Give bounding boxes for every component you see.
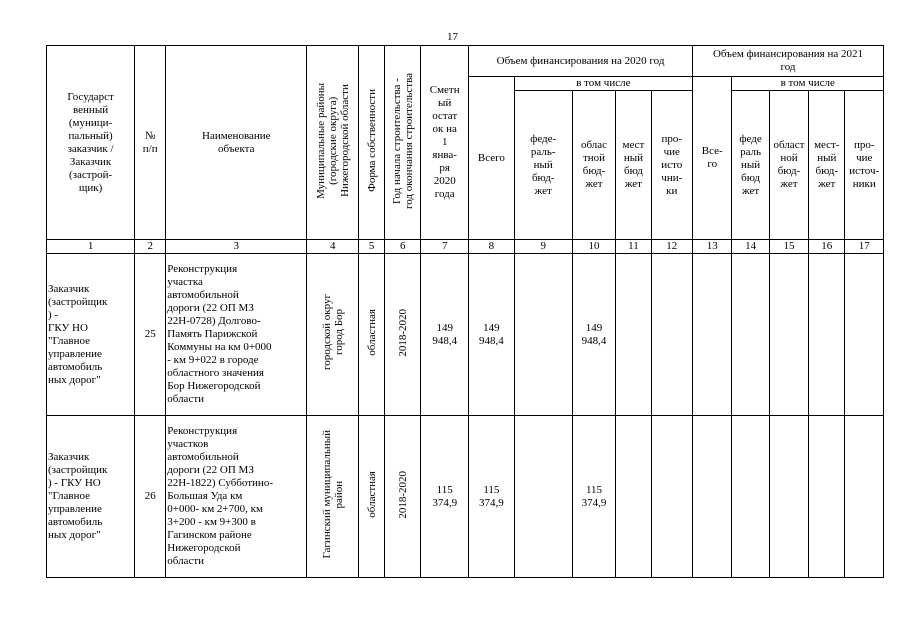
column-number: 15 <box>769 240 808 254</box>
header-name: Наименование объекта <box>166 46 307 240</box>
header-federal-2020: феде- раль- ный бюд- жет <box>514 91 572 240</box>
header-other-2020: про- чие исто чни- ки <box>651 91 692 240</box>
cell-years: 2018-2020 <box>385 416 421 578</box>
cell-total-2020: 149 948,4 <box>469 254 515 416</box>
cell-regional-2020: 149 948,4 <box>572 254 616 416</box>
cell-local-2021 <box>809 254 845 416</box>
header-regional-2021: област ной бюд- жет <box>769 91 808 240</box>
header-num: № п/п <box>135 46 166 240</box>
cell-other-2021 <box>845 254 884 416</box>
cell-estimate: 115 374,9 <box>421 416 469 578</box>
column-number-row <box>47 240 884 254</box>
column-number: 7 <box>421 240 469 254</box>
cell-federal-2021 <box>732 254 769 416</box>
financing-table <box>46 45 884 578</box>
header-row-1 <box>47 46 884 77</box>
cell-district: городской округ город Бор <box>307 254 359 416</box>
cell-regional-2020: 115 374,9 <box>572 416 616 578</box>
cell-federal-2020 <box>514 254 572 416</box>
column-number: 11 <box>616 240 651 254</box>
header-including-2021: в том числе <box>732 77 884 91</box>
header-fin-2020: Объем финансирования на 2020 год <box>469 46 693 77</box>
cell-federal-2021 <box>732 416 769 578</box>
cell-object-name: Реконструкция участка автомобильной дороги (22 ОП МЗ 22Н-0728) Долгово- Память Парижской Коммуны на км 0+000 - км 9+022 в городе областного значения Бор Нижегородской области <box>166 254 307 416</box>
column-number: 10 <box>572 240 616 254</box>
cell-total-2021 <box>693 416 732 578</box>
cell-years: 2018-2020 <box>385 254 421 416</box>
header-ownership: Форма собственности <box>359 46 385 240</box>
cell-district: Гагинский муниципальный район <box>307 416 359 578</box>
header-including-2020: в том числе <box>514 77 692 91</box>
cell-federal-2020 <box>514 416 572 578</box>
column-number: 5 <box>359 240 385 254</box>
cell-total-2021 <box>693 254 732 416</box>
header-fin-2021: Объем финансирования на 2021 год <box>693 46 884 77</box>
table-row <box>47 254 884 416</box>
column-number: 4 <box>307 240 359 254</box>
cell-local-2020 <box>616 416 651 578</box>
cell-object-name: Реконструкция участков автомобильной дороги (22 ОП МЗ 22Н-1822) Субботино- Большая Уда км 0+000- км 2+700, км 3+200 - км 9+300 в Гагинском районе Нижегородской области <box>166 416 307 578</box>
header-years: Год начала строительства - год окончания строительства <box>385 46 421 240</box>
header-other-2021: про- чие источ- ники <box>845 91 884 240</box>
cell-ownership: областная <box>359 416 385 578</box>
page-number: 17 <box>447 31 458 43</box>
column-number: 17 <box>845 240 884 254</box>
cell-customer: Заказчик (застройщик ) - ГКУ НО "Главное управление автомобиль ных дорог" <box>47 254 135 416</box>
column-number: 12 <box>651 240 692 254</box>
cell-other-2020 <box>651 254 692 416</box>
column-number: 6 <box>385 240 421 254</box>
header-regional-2020: облас тной бюд- жет <box>572 91 616 240</box>
header-federal-2021: феде раль ный бюд жет <box>732 91 769 240</box>
header-local-2021: мест- ный бюд- жет <box>809 91 845 240</box>
cell-num: 26 <box>135 416 166 578</box>
column-number: 13 <box>693 240 732 254</box>
header-total-2021: Все- го <box>693 77 732 240</box>
header-estimate: Сметн ый остат ок на 1 янва- ря 2020 года <box>421 46 469 240</box>
column-number: 14 <box>732 240 769 254</box>
cell-customer: Заказчик (застройщик ) - ГКУ НО "Главное управление автомобиль ных дорог" <box>47 416 135 578</box>
column-number: 1 <box>47 240 135 254</box>
header-districts: Муниципальные районы (городские округа) Нижегородской области <box>307 46 359 240</box>
cell-local-2021 <box>809 416 845 578</box>
cell-regional-2021 <box>769 416 808 578</box>
column-number: 9 <box>514 240 572 254</box>
header-customer: Государст венный (муници- пальный) заказчик / Заказчик (застрой- щик) <box>47 46 135 240</box>
cell-regional-2021 <box>769 254 808 416</box>
cell-other-2021 <box>845 416 884 578</box>
cell-num: 25 <box>135 254 166 416</box>
header-total-2020: Всего <box>469 77 515 240</box>
cell-estimate: 149 948,4 <box>421 254 469 416</box>
column-number: 3 <box>166 240 307 254</box>
cell-ownership: областная <box>359 254 385 416</box>
column-number: 8 <box>469 240 515 254</box>
column-number: 16 <box>809 240 845 254</box>
column-number: 2 <box>135 240 166 254</box>
cell-other-2020 <box>651 416 692 578</box>
cell-total-2020: 115 374,9 <box>469 416 515 578</box>
cell-local-2020 <box>616 254 651 416</box>
header-local-2020: мест ный бюд жет <box>616 91 651 240</box>
table-row <box>47 416 884 578</box>
